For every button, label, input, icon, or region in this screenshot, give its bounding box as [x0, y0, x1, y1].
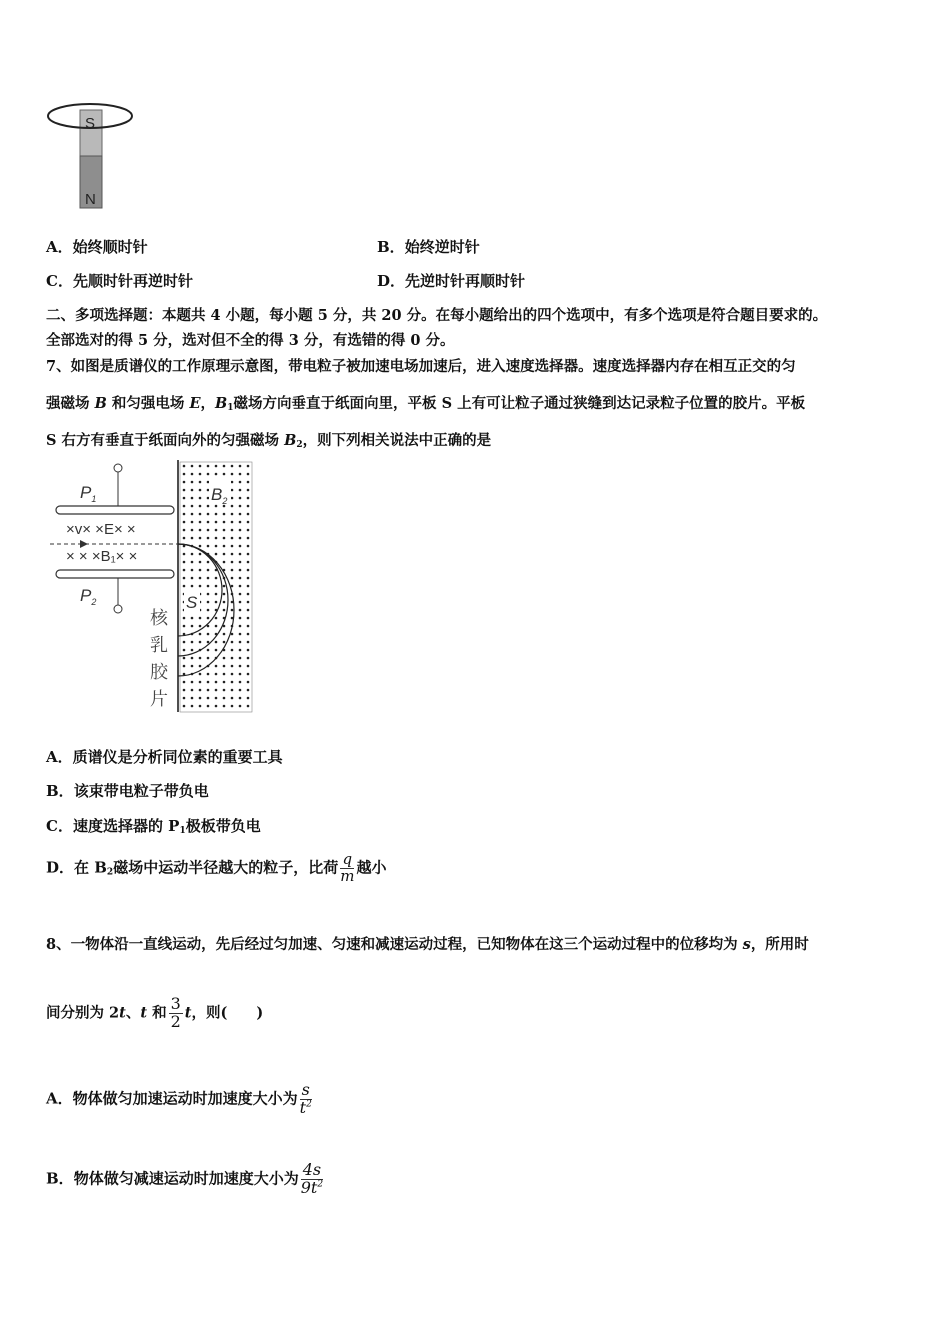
field-dot: [183, 513, 186, 516]
field-dot: [191, 473, 194, 476]
field-dot: [183, 697, 186, 700]
field-dot: [183, 529, 186, 532]
field-dot: [247, 633, 250, 636]
field-dot: [191, 481, 194, 484]
field-dot: [191, 537, 194, 540]
field-dot: [247, 601, 250, 604]
field-dot: [207, 681, 210, 684]
field-dot: [215, 681, 218, 684]
field-dot: [191, 641, 194, 644]
field-dot: [239, 689, 242, 692]
field-dot: [215, 689, 218, 692]
field-dot: [207, 497, 210, 500]
field-dot: [207, 705, 210, 708]
field-dot: [183, 521, 186, 524]
field-dot: [199, 473, 202, 476]
field-dot: [207, 633, 210, 636]
field-dot: [207, 545, 210, 548]
field-dot: [239, 625, 242, 628]
field-dot: [239, 617, 242, 620]
field-dot: [239, 633, 242, 636]
field-dot: [191, 489, 194, 492]
field-dot: [231, 697, 234, 700]
field-dot: [223, 673, 226, 676]
field-dot: [215, 537, 218, 540]
q8-option-a: A．物体做匀加速运动时加速度大小为 $\frac{s}{t^2}$: [46, 1080, 312, 1117]
field-dot: [191, 625, 194, 628]
field-dot: [239, 585, 242, 588]
q6-option-c: C．先顺时针再逆时针: [46, 272, 193, 290]
field-dot: [199, 537, 202, 540]
field-dot: [207, 641, 210, 644]
field-dot: [247, 657, 250, 660]
mass-spectrometer-figure: [46, 458, 258, 714]
field-dot: [239, 529, 242, 532]
q7-stem-line2: 强磁场 B 和匀强电场 E，$B_1$磁场方向垂直于纸面向里，平板 S 上有可让粒子通过狭缝到达记录粒子位置的胶片。平板: [46, 395, 806, 413]
field-dot: [183, 569, 186, 572]
field-dot: [247, 689, 250, 692]
field-dot: [239, 561, 242, 564]
field-dot: [231, 553, 234, 556]
field-dot: [191, 585, 194, 588]
field-dot: [183, 641, 186, 644]
field-dot: [223, 641, 226, 644]
field-dot: [247, 545, 250, 548]
field-dot: [191, 529, 194, 532]
field-dot: [239, 673, 242, 676]
field-dot: [207, 601, 210, 604]
field-dot: [247, 697, 250, 700]
field-dot: [223, 689, 226, 692]
field-dot: [207, 465, 210, 468]
field-dot: [191, 577, 194, 580]
field-dot: [215, 617, 218, 620]
field-dot: [247, 473, 250, 476]
field-dot: [215, 641, 218, 644]
field-dot: [231, 513, 234, 516]
q8-option-b: B．物体做匀减速运动时加速度大小为 $\frac{4s}{9t^2}$: [46, 1160, 324, 1197]
field-dot: [191, 689, 194, 692]
field-dot: [247, 497, 250, 500]
field-dot: [183, 673, 186, 676]
field-dot: [247, 673, 250, 676]
field-dot: [247, 649, 250, 652]
field-dot: [183, 497, 186, 500]
field-dot: [231, 577, 234, 580]
field-dot: [247, 489, 250, 492]
q7-option-d: D．在 $B_2$磁场中运动半径越大的粒子，比荷 $\frac{q}{m}$ 越小: [46, 850, 387, 885]
field-dot: [207, 513, 210, 516]
field-dot: [191, 569, 194, 572]
field-dot: [207, 649, 210, 652]
field-dot: [199, 665, 202, 668]
field-dot: [239, 665, 242, 668]
field-dot: [239, 569, 242, 572]
field-dot: [231, 609, 234, 612]
field-dot: [239, 601, 242, 604]
field-dot: [207, 609, 210, 612]
field-dot: [231, 497, 234, 500]
field-dot: [207, 505, 210, 508]
field-dot: [215, 705, 218, 708]
field-dot: [183, 657, 186, 660]
p2-terminal: [114, 605, 122, 613]
field-dot: [191, 657, 194, 660]
p1-plate: [56, 506, 174, 514]
field-dot: [247, 537, 250, 540]
q7-option-c: C．速度选择器的 $P_1$极板带负电: [46, 817, 261, 836]
film-label-3: 胶: [150, 662, 168, 682]
film-label-2: 乳: [150, 635, 168, 655]
field-dot: [231, 641, 234, 644]
field-dot: [247, 705, 250, 708]
field-dot: [247, 569, 250, 572]
field-dot: [247, 505, 250, 508]
field-dot: [239, 497, 242, 500]
field-dot: [199, 513, 202, 516]
field-dot: [207, 473, 210, 476]
field-dot: [183, 665, 186, 668]
field-dot: [223, 473, 226, 476]
b2-label: $B_2$: [211, 485, 228, 506]
field-dot: [215, 473, 218, 476]
field-dot: [215, 505, 218, 508]
p2-label: $P_2$: [80, 586, 97, 607]
field-dot: [199, 585, 202, 588]
field-dot: [231, 569, 234, 572]
field-dot: [231, 465, 234, 468]
field-dot: [183, 489, 186, 492]
field-dot: [223, 521, 226, 524]
field-dot: [207, 657, 210, 660]
field-row-2: × × ×B₁× ×: [66, 548, 138, 565]
field-dot: [207, 521, 210, 524]
field-dot: [191, 617, 194, 620]
field-dot: [199, 529, 202, 532]
field-dot: [247, 625, 250, 628]
field-dot: [183, 481, 186, 484]
field-dot: [183, 689, 186, 692]
field-dot: [183, 553, 186, 556]
q7-option-a: A．质谱仪是分析同位素的重要工具: [46, 748, 283, 766]
field-dot: [239, 465, 242, 468]
field-dot: [247, 465, 250, 468]
field-dot: [191, 465, 194, 468]
field-dot: [199, 617, 202, 620]
field-dot: [239, 657, 242, 660]
field-dot: [239, 521, 242, 524]
field-dot: [223, 561, 226, 564]
q6-option-b: B．始终逆时针: [377, 238, 480, 256]
field-dot: [239, 513, 242, 516]
field-dot: [199, 681, 202, 684]
field-dot: [247, 553, 250, 556]
field-dot: [199, 545, 202, 548]
field-dot: [223, 537, 226, 540]
field-dot: [231, 505, 234, 508]
field-dot: [199, 697, 202, 700]
field-dot: [199, 705, 202, 708]
field-dot: [247, 609, 250, 612]
beam-arrow-icon: [80, 540, 88, 548]
section2-line2: 全部选对的得 5 分，选对但不全的得 3 分，有选错的得 0 分。: [46, 332, 455, 349]
field-dot: [231, 561, 234, 564]
field-dot: [191, 505, 194, 508]
field-dot: [247, 513, 250, 516]
film-label-4: 片: [150, 689, 168, 709]
field-dot: [207, 673, 210, 676]
field-dot: [207, 489, 210, 492]
field-dot: [207, 689, 210, 692]
field-dot: [215, 673, 218, 676]
field-dot: [215, 465, 218, 468]
charge-mass-ratio-fraction: $\frac{q}{m}$: [340, 850, 355, 885]
field-dot: [239, 553, 242, 556]
field-dot: [191, 665, 194, 668]
accel-b-fraction: $\frac{4s}{9t^2}$: [300, 1160, 324, 1197]
field-dot: [231, 545, 234, 548]
field-dot: [183, 625, 186, 628]
field-dot: [199, 633, 202, 636]
field-dot: [215, 665, 218, 668]
field-dot: [207, 481, 210, 484]
field-dot: [223, 633, 226, 636]
magnet-s-label: S: [85, 115, 96, 132]
field-dot: [247, 561, 250, 564]
field-dot: [239, 697, 242, 700]
field-dot: [239, 593, 242, 596]
field-dot: [231, 481, 234, 484]
field-dot: [247, 681, 250, 684]
field-dot: [199, 625, 202, 628]
field-dot: [199, 657, 202, 660]
s-label: S: [186, 593, 198, 612]
field-dot: [183, 577, 186, 580]
field-dot: [183, 465, 186, 468]
field-dot: [215, 625, 218, 628]
field-dot: [199, 465, 202, 468]
section2-line1: 二、多项选择题：本题共 4 小题，每小题 5 分，共 20 分。在每小题给出的四个选项中，有多个选项是符合题目要求的。: [46, 307, 828, 324]
field-dot: [215, 649, 218, 652]
field-dot: [199, 577, 202, 580]
q7-stem-line3: S 右方有垂直于纸面向外的匀强磁场 $B_2$，则下列相关说法中正确的是: [46, 432, 492, 450]
field-dot: [239, 489, 242, 492]
p1-terminal: [114, 464, 122, 472]
field-dot: [231, 521, 234, 524]
field-dot: [215, 697, 218, 700]
field-dot: [207, 617, 210, 620]
field-dot: [239, 641, 242, 644]
field-dot: [247, 521, 250, 524]
field-dot: [231, 705, 234, 708]
field-dot: [239, 649, 242, 652]
field-dot: [207, 561, 210, 564]
q8-stem-line1: 8、一物体沿一直线运动，先后经过匀加速、匀速和减速运动过程，已知物体在这三个运动过程中的位移均为 s，所用时: [46, 936, 809, 953]
field-dot: [199, 561, 202, 564]
field-dot: [215, 585, 218, 588]
field-dot: [199, 505, 202, 508]
field-dot: [223, 601, 226, 604]
field-dot: [223, 593, 226, 596]
field-dot: [231, 529, 234, 532]
field-dot: [207, 577, 210, 580]
field-dot: [223, 665, 226, 668]
field-dot: [239, 705, 242, 708]
field-dot: [199, 553, 202, 556]
field-dot: [207, 537, 210, 540]
field-dot: [207, 529, 210, 532]
field-dot: [183, 473, 186, 476]
field-dot: [199, 673, 202, 676]
field-dot: [231, 673, 234, 676]
three-halves-fraction: $\frac{3}{2}$: [170, 994, 181, 1031]
field-dot: [191, 705, 194, 708]
field-dot: [223, 705, 226, 708]
field-dot: [215, 601, 218, 604]
field-dot: [215, 529, 218, 532]
field-dot: [247, 585, 250, 588]
field-dot: [223, 553, 226, 556]
field-dot: [223, 657, 226, 660]
field-dot: [247, 593, 250, 596]
field-dot: [231, 665, 234, 668]
field-dot: [199, 641, 202, 644]
field-dot: [231, 489, 234, 492]
field-dot: [199, 521, 202, 524]
film-label-1: 核: [150, 608, 168, 628]
field-dot: [231, 537, 234, 540]
field-dot: [223, 465, 226, 468]
field-dot: [183, 561, 186, 564]
field-dot: [239, 481, 242, 484]
field-dot: [215, 521, 218, 524]
field-dot: [191, 697, 194, 700]
field-dot: [239, 681, 242, 684]
field-dot: [183, 705, 186, 708]
field-dot: [247, 481, 250, 484]
q7-option-b: B．该束带电粒子带负电: [46, 782, 209, 800]
field-dot: [191, 649, 194, 652]
field-dot: [239, 545, 242, 548]
field-dot: [239, 577, 242, 580]
field-dot: [183, 649, 186, 652]
field-dot: [207, 585, 210, 588]
field-dot: [231, 601, 234, 604]
q7-stem-line1: 7、如图是质谱仪的工作原理示意图，带电粒子被加速电场加速后，进入速度选择器。速度选择器内存在相互正交的匀: [46, 358, 796, 375]
field-dot: [231, 657, 234, 660]
field-dot: [215, 513, 218, 516]
field-dot: [199, 489, 202, 492]
magnet-n-label: N: [85, 191, 96, 208]
field-dot: [247, 529, 250, 532]
field-dot: [239, 537, 242, 540]
field-dot: [239, 505, 242, 508]
field-dot: [215, 577, 218, 580]
field-dot: [183, 585, 186, 588]
field-dot: [215, 553, 218, 556]
field-dot: [191, 521, 194, 524]
field-dot: [183, 681, 186, 684]
field-dot: [239, 609, 242, 612]
field-dot: [247, 641, 250, 644]
field-dot: [199, 689, 202, 692]
field-dot: [223, 585, 226, 588]
field-dot: [247, 577, 250, 580]
field-row-1: ×v× ×E× ×: [66, 521, 136, 538]
field-dot: [207, 569, 210, 572]
field-dot: [223, 545, 226, 548]
field-dot: [199, 497, 202, 500]
field-dot: [183, 537, 186, 540]
field-dot: [223, 609, 226, 612]
field-dot: [231, 617, 234, 620]
p1-label: $P_1$: [80, 483, 97, 504]
field-dot: [215, 593, 218, 596]
p2-plate: [56, 570, 174, 578]
field-dot: [191, 561, 194, 564]
field-dot: [247, 665, 250, 668]
field-dot: [191, 553, 194, 556]
field-dot: [207, 697, 210, 700]
field-dot: [223, 529, 226, 532]
magnet-ring-figure: [44, 96, 138, 214]
accel-a-fraction: $\frac{s}{t^2}$: [299, 1080, 312, 1117]
field-dot: [183, 617, 186, 620]
field-dot: [183, 505, 186, 508]
field-dot: [191, 513, 194, 516]
field-dot: [191, 497, 194, 500]
q6-option-d: D．先逆时针再顺时针: [377, 272, 526, 290]
field-dot: [207, 593, 210, 596]
field-dot: [215, 545, 218, 548]
field-dot: [191, 681, 194, 684]
q8-stem-line2: 间分别为 2t、t 和 $\frac{3}{2}$ t，则( ): [46, 994, 264, 1031]
q6-option-a: A．始终顺时针: [46, 238, 148, 256]
field-dot: [199, 569, 202, 572]
field-dot: [223, 681, 226, 684]
field-dot: [231, 689, 234, 692]
field-dot: [231, 681, 234, 684]
field-dot: [231, 649, 234, 652]
field-dot: [199, 481, 202, 484]
field-dot: [223, 697, 226, 700]
field-dot: [223, 513, 226, 516]
field-dot: [247, 617, 250, 620]
field-dot: [231, 473, 234, 476]
field-dot: [239, 473, 242, 476]
